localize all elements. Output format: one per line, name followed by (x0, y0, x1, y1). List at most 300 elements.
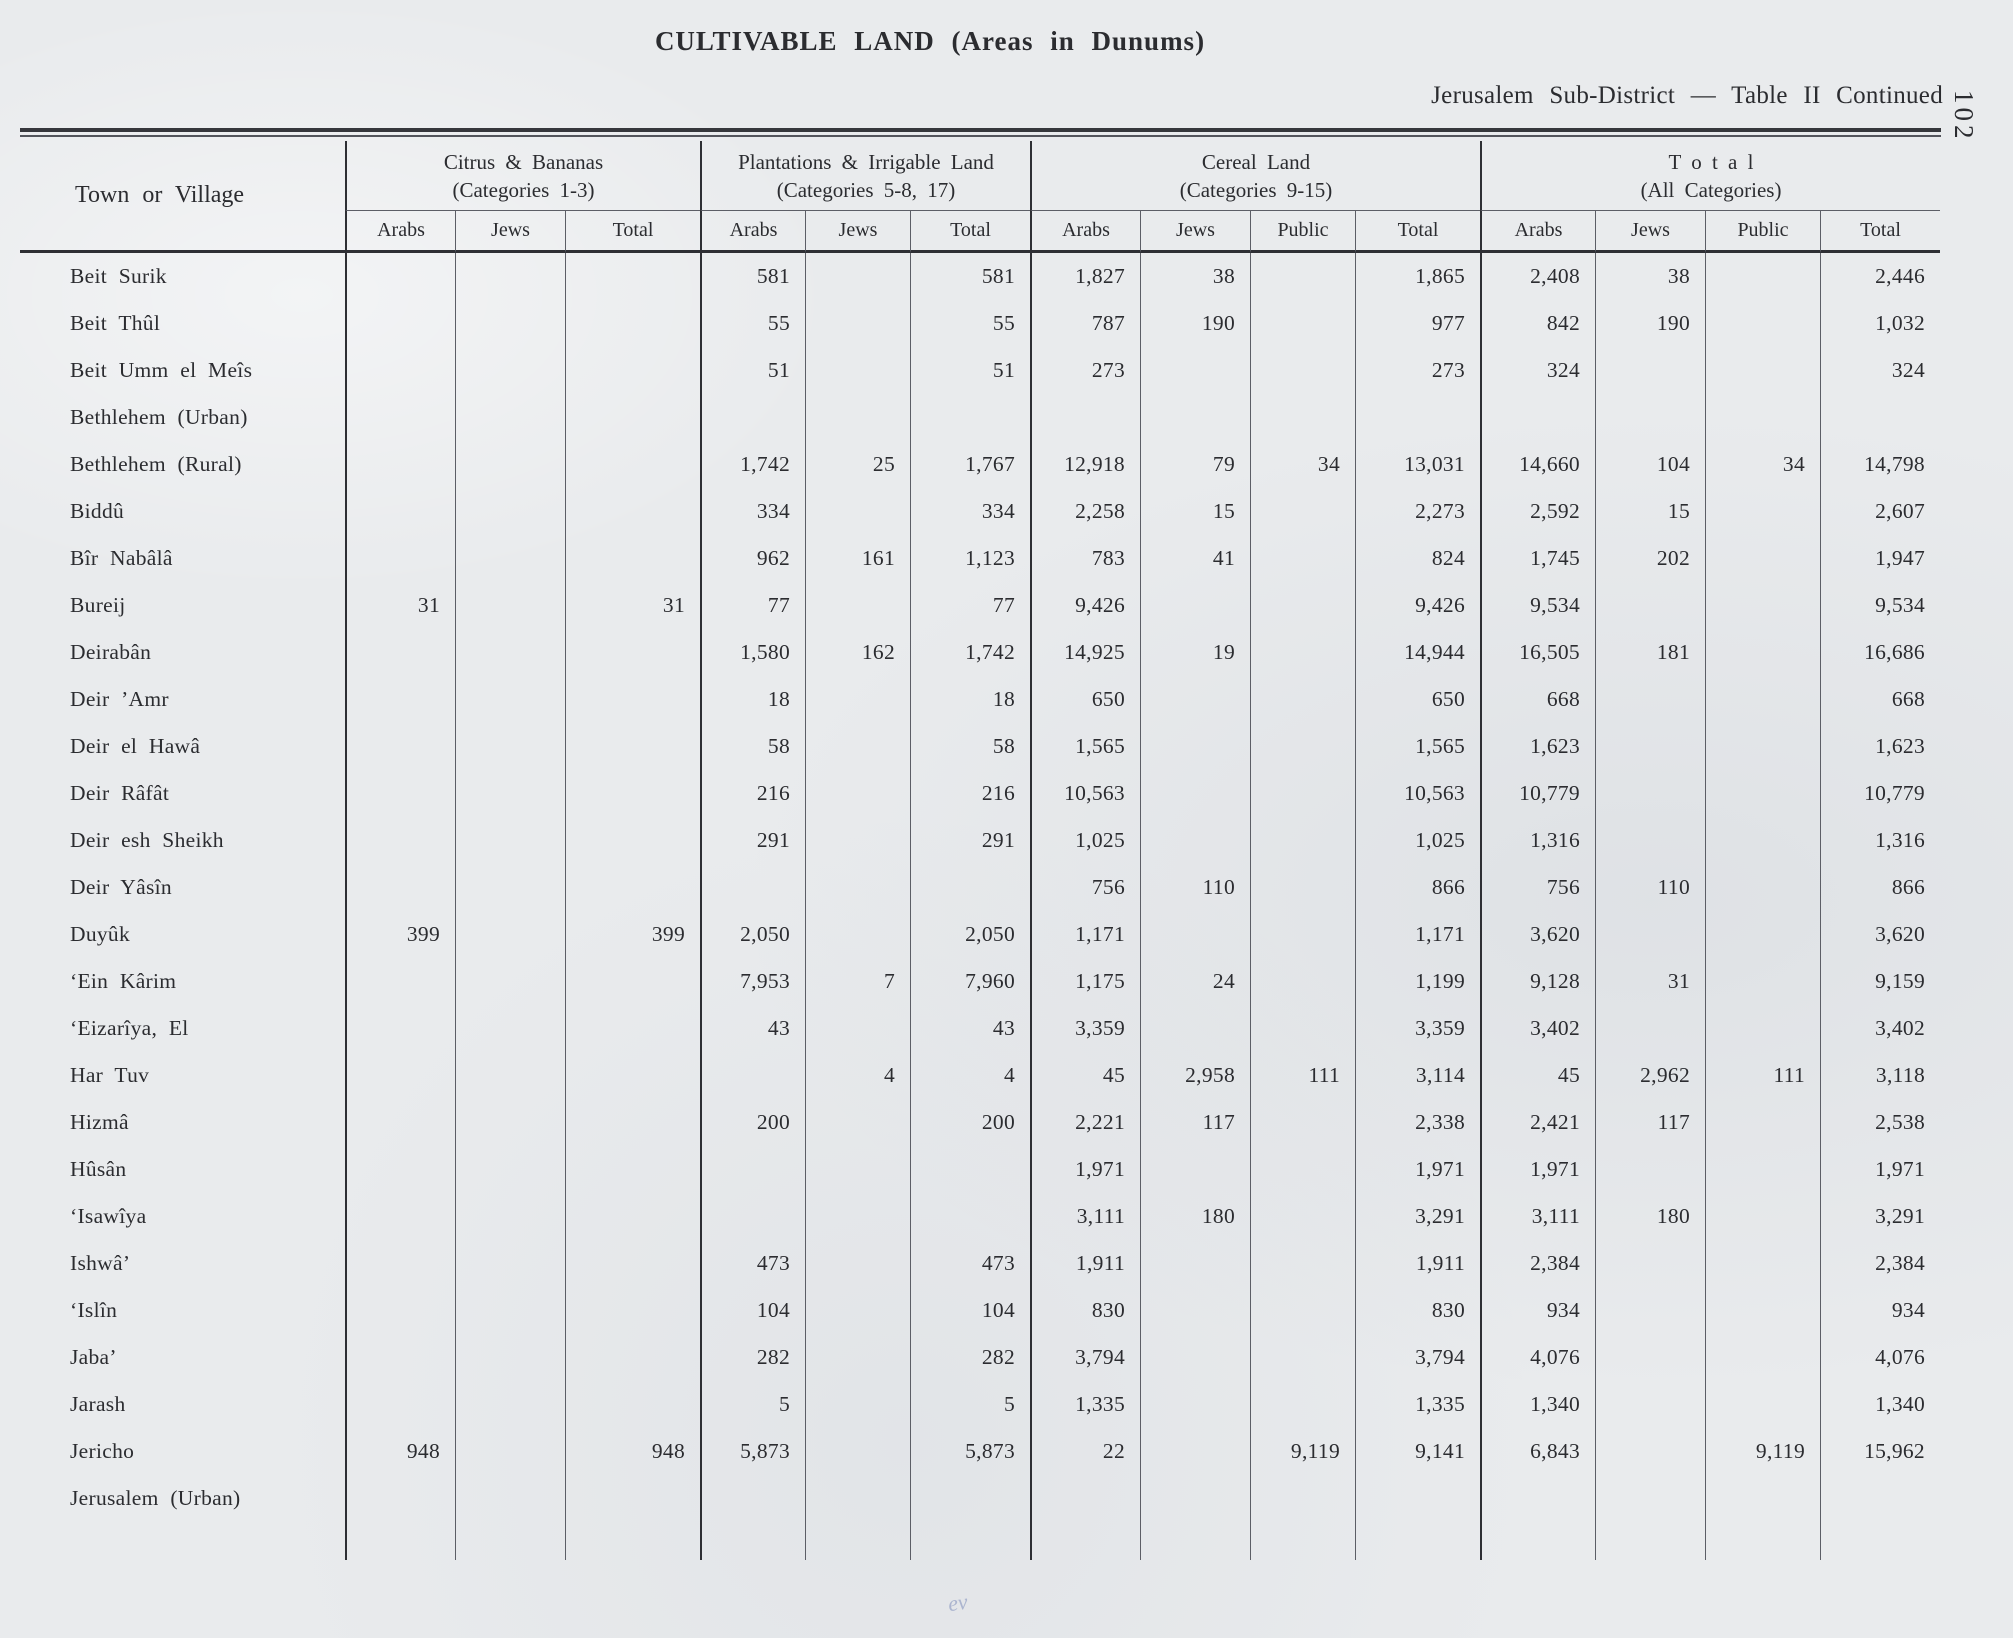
table-cell (1705, 253, 1820, 300)
table-cell: 1,827 (1030, 253, 1140, 300)
table-cell: 1,316 (1820, 817, 1940, 864)
table-cell: 756 (1480, 864, 1595, 911)
table-cell: 111 (1705, 1052, 1820, 1099)
table-cell: 79 (1140, 441, 1250, 488)
table-cell (1705, 1005, 1820, 1052)
table-cell (345, 1193, 455, 1240)
table-cell (1595, 1428, 1705, 1475)
table-cell (565, 1099, 700, 1146)
table-cell (565, 1052, 700, 1099)
table-cell: 1,335 (1355, 1381, 1480, 1428)
table-cell (700, 1052, 805, 1099)
table-cell: 51 (910, 347, 1030, 394)
table-cell: 1,745 (1480, 535, 1595, 582)
table-cell: 9,159 (1820, 958, 1940, 1005)
table-cell: 5,873 (700, 1428, 805, 1475)
table-cell (455, 676, 565, 723)
table-cell: 282 (910, 1334, 1030, 1381)
table-cell (805, 676, 910, 723)
table-cell: 55 (700, 300, 805, 347)
table-cell (1595, 911, 1705, 958)
table-cell: 830 (1030, 1287, 1140, 1334)
table-cell (1705, 676, 1820, 723)
row-label-town-or-village: Deir ʼAmr (70, 687, 169, 711)
table-cell (1480, 1475, 1595, 1522)
table-cell: 14,798 (1820, 441, 1940, 488)
table-cell: 10,779 (1480, 770, 1595, 817)
table-cell (1820, 1475, 1940, 1522)
table-cell (1250, 723, 1355, 770)
table-cell (1250, 300, 1355, 347)
column-header-total-group2: Total (1355, 211, 1480, 253)
table-cell (1595, 1146, 1705, 1193)
table-cell: 334 (910, 488, 1030, 535)
table-cell (455, 770, 565, 817)
table-cell: 650 (1355, 676, 1480, 723)
table-cell: 77 (700, 582, 805, 629)
table-cell (565, 1475, 700, 1522)
table-cell (565, 394, 700, 441)
table-cell: 2,338 (1355, 1099, 1480, 1146)
table-cell (455, 394, 565, 441)
table-cell (805, 1099, 910, 1146)
table-cell: 948 (345, 1428, 455, 1475)
table-cell (455, 1052, 565, 1099)
table-cell: 1,032 (1820, 300, 1940, 347)
table-cell: 2,421 (1480, 1099, 1595, 1146)
table-cell (345, 1005, 455, 1052)
column-header-public-group3: Public (1705, 211, 1820, 253)
table-cell (345, 629, 455, 676)
table-cell: 38 (1595, 253, 1705, 300)
table-cell (1355, 1522, 1480, 1560)
table-cell (1705, 1240, 1820, 1287)
row-label-town-or-village: ʻEizarîya, El (70, 1016, 189, 1040)
table-cell: 2,050 (910, 911, 1030, 958)
table-cell (1250, 1522, 1355, 1560)
table-cell: 3,114 (1355, 1052, 1480, 1099)
table-cell (455, 488, 565, 535)
column-header-public-group2: Public (1250, 211, 1355, 253)
table-cell: 2,384 (1820, 1240, 1940, 1287)
table-cell (805, 488, 910, 535)
table-cell (1705, 582, 1820, 629)
table-cell (805, 1240, 910, 1287)
row-label-town-or-village: Bethlehem (Rural) (70, 452, 242, 476)
table-cell: 104 (1595, 441, 1705, 488)
table-cell: 117 (1595, 1099, 1705, 1146)
table-cell (1250, 535, 1355, 582)
table-cell (345, 958, 455, 1005)
table-cell: 45 (1030, 1052, 1140, 1099)
row-label-town-or-village: ʻIslîn (70, 1298, 118, 1322)
table-cell (345, 1475, 455, 1522)
table-cell (1595, 676, 1705, 723)
table-cell: 4,076 (1480, 1334, 1595, 1381)
table-cell: 2,446 (1820, 253, 1940, 300)
table-cell: 10,563 (1355, 770, 1480, 817)
table-cell (1705, 1522, 1820, 1560)
table-cell (345, 441, 455, 488)
table-cell: 1,340 (1820, 1381, 1940, 1428)
table-cell: 9,119 (1250, 1428, 1355, 1475)
table-cell: 190 (1595, 300, 1705, 347)
row-label-town-or-village: ʻEin Kârim (70, 969, 177, 993)
table-cell (1820, 394, 1940, 441)
table-cell (1140, 347, 1250, 394)
table-cell: 9,534 (1480, 582, 1595, 629)
table-cell: 14,660 (1480, 441, 1595, 488)
table-subtitle: Jerusalem Sub-District — Table II Continued (1431, 82, 1943, 109)
row-label-town-or-village: Deir esh Sheikh (70, 828, 224, 852)
table-cell: 110 (1140, 864, 1250, 911)
table-cell (1250, 817, 1355, 864)
table-cell (1595, 817, 1705, 864)
table-cell: 24 (1140, 958, 1250, 1005)
table-cell: 7,960 (910, 958, 1030, 1005)
table-cell: 25 (805, 441, 910, 488)
table-cell (455, 535, 565, 582)
table-cell: 162 (805, 629, 910, 676)
group-subtitle: (Categories 9-15) (1179, 178, 1333, 202)
table-cell: 1,971 (1820, 1146, 1940, 1193)
table-cell (565, 1522, 700, 1560)
table-cell: 1,025 (1030, 817, 1140, 864)
table-cell: 5,873 (910, 1428, 1030, 1475)
table-cell: 31 (565, 582, 700, 629)
table-cell (345, 676, 455, 723)
table-cell (1140, 1381, 1250, 1428)
column-group-plantations-irrigable (700, 141, 1030, 211)
table-cell (345, 394, 455, 441)
table-cell: 4 (805, 1052, 910, 1099)
table-cell: 58 (910, 723, 1030, 770)
table-cell (1140, 911, 1250, 958)
column-header-total-group3: Total (1820, 211, 1940, 253)
row-label-town-or-village: Jericho (70, 1439, 135, 1463)
table-cell (805, 1475, 910, 1522)
page-number: 102 (1949, 90, 1979, 143)
table-cell: 866 (1820, 864, 1940, 911)
table-cell: 581 (910, 253, 1030, 300)
table-cell (1820, 1522, 1940, 1560)
table-cell: 1,865 (1355, 253, 1480, 300)
table-cell (455, 629, 565, 676)
table-cell: 650 (1030, 676, 1140, 723)
table-cell (1250, 676, 1355, 723)
column-header-arabs-group3: Arabs (1480, 211, 1595, 253)
group-subtitle: (Categories 5-8, 17) (776, 178, 956, 202)
table-cell (1250, 864, 1355, 911)
table-cell (565, 1146, 700, 1193)
table-cell: 2,607 (1820, 488, 1940, 535)
table-cell (1250, 958, 1355, 1005)
table-cell: 1,947 (1820, 535, 1940, 582)
table-cell: 2,050 (700, 911, 805, 958)
table-cell (910, 1193, 1030, 1240)
table-cell: 10,563 (1030, 770, 1140, 817)
table-cell: 948 (565, 1428, 700, 1475)
table-cell: 9,426 (1030, 582, 1140, 629)
table-cell: 19 (1140, 629, 1250, 676)
column-header-arabs-group2: Arabs (1030, 211, 1140, 253)
table-cell: 9,128 (1480, 958, 1595, 1005)
table-cell (1595, 723, 1705, 770)
row-label-town-or-village: Jabaʼ (70, 1345, 117, 1369)
table-cell: 181 (1595, 629, 1705, 676)
table-cell (455, 582, 565, 629)
table-cell: 1,199 (1355, 958, 1480, 1005)
table-cell (1250, 394, 1355, 441)
table-cell (1250, 253, 1355, 300)
cultivable-land-table (20, 141, 1940, 1560)
table-cell (455, 864, 565, 911)
column-header-total-group0: Total (565, 211, 700, 253)
table-cell (1595, 347, 1705, 394)
table-cell: 2,273 (1355, 488, 1480, 535)
table-cell: 22 (1030, 1428, 1140, 1475)
table-cell (1705, 347, 1820, 394)
table-cell: 9,141 (1355, 1428, 1480, 1475)
group-subtitle: (Categories 1-3) (452, 178, 595, 202)
table-cell (1140, 394, 1250, 441)
table-cell (1250, 1240, 1355, 1287)
table-cell (700, 864, 805, 911)
table-cell: 200 (700, 1099, 805, 1146)
table-cell (700, 1475, 805, 1522)
table-cell: 3,359 (1030, 1005, 1140, 1052)
column-group-total-all-categories (1480, 141, 1940, 211)
table-cell (565, 488, 700, 535)
table-cell: 3,620 (1820, 911, 1940, 958)
row-label-town-or-village: Bethlehem (Urban) (70, 405, 248, 429)
table-cell: 2,958 (1140, 1052, 1250, 1099)
table-cell (1705, 1146, 1820, 1193)
table-cell: 3,291 (1355, 1193, 1480, 1240)
table-cell: 9,534 (1820, 582, 1940, 629)
table-cell: 1,340 (1480, 1381, 1595, 1428)
table-cell (1595, 1287, 1705, 1334)
table-cell: 16,686 (1820, 629, 1940, 676)
column-group-citrus-bananas (345, 141, 700, 211)
table-cell: 273 (1030, 347, 1140, 394)
table-cell (1250, 582, 1355, 629)
table-cell (565, 300, 700, 347)
table-cell: 9,119 (1705, 1428, 1820, 1475)
table-cell (805, 300, 910, 347)
table-cell: 473 (700, 1240, 805, 1287)
table-cell (1140, 676, 1250, 723)
table-cell (345, 1146, 455, 1193)
table-cell: 756 (1030, 864, 1140, 911)
table-cell: 45 (1480, 1052, 1595, 1099)
table-cell: 2,538 (1820, 1099, 1940, 1146)
table-cell (565, 629, 700, 676)
table-cell: 180 (1595, 1193, 1705, 1240)
table-cell: 161 (805, 535, 910, 582)
table-cell: 9,426 (1355, 582, 1480, 629)
table-cell (455, 1005, 565, 1052)
table-cell (565, 864, 700, 911)
table-cell (345, 1240, 455, 1287)
table-tail-spacer (20, 1522, 345, 1560)
table-cell (455, 911, 565, 958)
table-cell: 473 (910, 1240, 1030, 1287)
table-cell: 830 (1355, 1287, 1480, 1334)
table-cell: 3,118 (1820, 1052, 1940, 1099)
table-cell: 58 (700, 723, 805, 770)
table-cell: 15 (1595, 488, 1705, 535)
table-cell: 4,076 (1820, 1334, 1940, 1381)
table-cell (345, 535, 455, 582)
table-cell (345, 300, 455, 347)
table-cell: 51 (700, 347, 805, 394)
table-cell (805, 911, 910, 958)
table-cell (1140, 1240, 1250, 1287)
table-cell (345, 770, 455, 817)
table-cell: 3,620 (1480, 911, 1595, 958)
table-cell (910, 394, 1030, 441)
table-cell: 282 (700, 1334, 805, 1381)
table-cell (455, 958, 565, 1005)
table-cell (345, 817, 455, 864)
table-cell: 190 (1140, 300, 1250, 347)
table-cell (1705, 1334, 1820, 1381)
table-cell: 1,742 (700, 441, 805, 488)
table-cell: 14,944 (1355, 629, 1480, 676)
table-cell: 5 (910, 1381, 1030, 1428)
group-title: T o t a l (1668, 150, 1754, 174)
table-cell (345, 347, 455, 394)
pencil-mark: ev (946, 1588, 970, 1617)
table-cell: 2,221 (1030, 1099, 1140, 1146)
table-cell (805, 1005, 910, 1052)
table-cell: 866 (1355, 864, 1480, 911)
table-cell: 7,953 (700, 958, 805, 1005)
table-cell: 3,359 (1355, 1005, 1480, 1052)
table-cell (455, 817, 565, 864)
table-cell (455, 723, 565, 770)
table-cell: 1,742 (910, 629, 1030, 676)
table-cell: 110 (1595, 864, 1705, 911)
row-label-town-or-village: Bîr Nabâlâ (70, 546, 173, 570)
column-header-jews-group1: Jews (805, 211, 910, 253)
table-cell (1140, 1475, 1250, 1522)
table-cell (805, 582, 910, 629)
table-cell (565, 1334, 700, 1381)
row-label-town-or-village: Jarash (70, 1392, 126, 1416)
table-cell (910, 1522, 1030, 1560)
row-label-town-or-village: Beit Umm el Meîs (70, 358, 253, 382)
table-cell (565, 1287, 700, 1334)
table-cell: 16,505 (1480, 629, 1595, 676)
table-cell: 291 (700, 817, 805, 864)
table-cell (345, 1334, 455, 1381)
table-cell: 1,623 (1480, 723, 1595, 770)
table-cell (1705, 1381, 1820, 1428)
table-cell: 43 (700, 1005, 805, 1052)
table-cell (1705, 958, 1820, 1005)
table-cell (1355, 1475, 1480, 1522)
table-cell: 273 (1355, 347, 1480, 394)
table-cell (1250, 1146, 1355, 1193)
table-cell: 6,843 (1480, 1428, 1595, 1475)
table-cell (805, 817, 910, 864)
table-cell (1705, 723, 1820, 770)
row-label-town-or-village: Hûsân (70, 1157, 127, 1181)
table-cell: 2,384 (1480, 1240, 1595, 1287)
table-cell: 111 (1250, 1052, 1355, 1099)
table-cell: 10,779 (1820, 770, 1940, 817)
table-cell: 291 (910, 817, 1030, 864)
column-header-arabs-group1: Arabs (700, 211, 805, 253)
row-label-town-or-village: Deir Yâsîn (70, 875, 172, 899)
table-cell (1705, 864, 1820, 911)
table-cell: 668 (1820, 676, 1940, 723)
table-cell (1705, 488, 1820, 535)
table-cell: 3,111 (1030, 1193, 1140, 1240)
table-cell (1250, 488, 1355, 535)
table-cell: 3,402 (1820, 1005, 1940, 1052)
table-cell (345, 1052, 455, 1099)
table-cell (805, 253, 910, 300)
table-cell: 399 (345, 911, 455, 958)
row-label-town-or-village: Deir Râfât (70, 781, 170, 805)
table-cell: 3,794 (1030, 1334, 1140, 1381)
table-cell (1705, 629, 1820, 676)
table-cell (455, 1287, 565, 1334)
table-cell (565, 253, 700, 300)
table-cell: 15,962 (1820, 1428, 1940, 1475)
table-cell (565, 1240, 700, 1287)
row-label-town-or-village: Beit Thûl (70, 311, 161, 335)
table-cell: 1,025 (1355, 817, 1480, 864)
table-cell (345, 1522, 455, 1560)
row-label-town-or-village: Ishwâʼ (70, 1251, 131, 1275)
row-label-town-or-village: ʻIsawîya (70, 1204, 147, 1228)
table-cell (1705, 770, 1820, 817)
table-cell (1595, 582, 1705, 629)
table-cell: 1,565 (1030, 723, 1140, 770)
table-cell (455, 1146, 565, 1193)
table-cell: 1,175 (1030, 958, 1140, 1005)
table-cell (1140, 1522, 1250, 1560)
table-cell: 668 (1480, 676, 1595, 723)
table-cell: 1,565 (1355, 723, 1480, 770)
table-cell (910, 864, 1030, 911)
table-cell (1595, 1334, 1705, 1381)
table-cell (1250, 347, 1355, 394)
column-header-town-or-village: Town or Village (20, 141, 345, 253)
table-cell: 787 (1030, 300, 1140, 347)
table-cell: 1,580 (700, 629, 805, 676)
table-cell: 1,171 (1355, 911, 1480, 958)
table-cell (1140, 582, 1250, 629)
group-subtitle: (All Categories) (1640, 178, 1782, 202)
table-cell (1480, 1522, 1595, 1560)
table-cell: 1,971 (1480, 1146, 1595, 1193)
table-cell: 200 (910, 1099, 1030, 1146)
table-cell (1250, 1193, 1355, 1240)
table-cell (700, 1193, 805, 1240)
table-cell (565, 770, 700, 817)
table-cell: 977 (1355, 300, 1480, 347)
table-cell (455, 300, 565, 347)
table-cell (1250, 1334, 1355, 1381)
row-label-town-or-village: Deirabân (70, 640, 152, 664)
row-label-town-or-village: Duyûk (70, 922, 131, 946)
table-cell (455, 253, 565, 300)
